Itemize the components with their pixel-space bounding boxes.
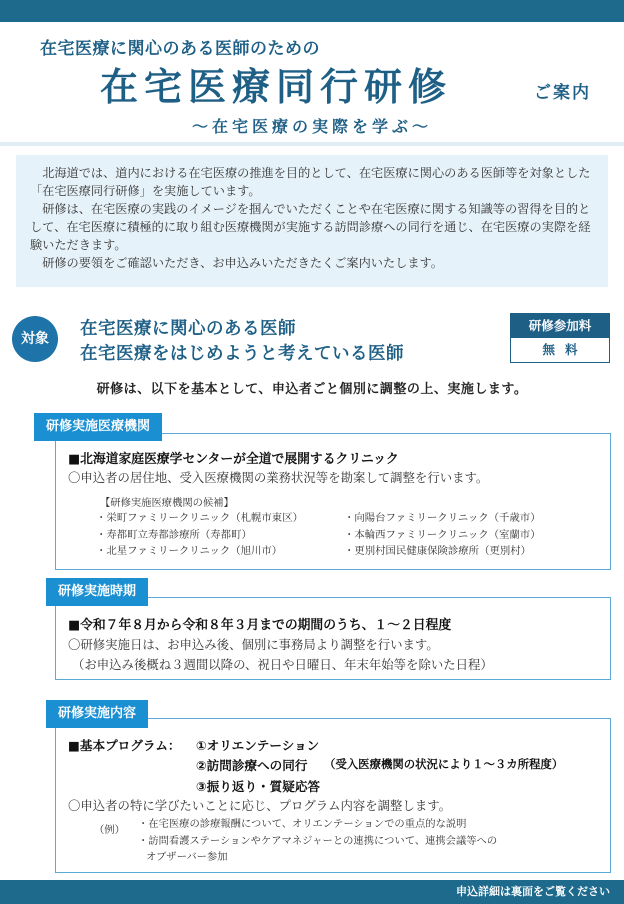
- intro-paragraph-1: 北海道では、道内における在宅医療の推進を目的として、在宅医療に関心のある医師等を対象とした「在宅医療同行研修」を実施しています。: [30, 166, 591, 198]
- candidate-item: ・北星ファミリークリニック（旭川市）: [96, 545, 283, 557]
- intro-box: [16, 155, 608, 287]
- tagline: ～在宅医療の実際を学ぶ～: [191, 117, 432, 136]
- target-badge: 対象: [12, 316, 58, 362]
- example-item-2: ・訪問看護ステーションやケアマネジャーとの連携について、連携会議等への: [138, 835, 498, 847]
- content-section: [55, 718, 611, 873]
- target-line-1: 在宅医療に関心のある医師: [80, 319, 296, 339]
- program-item-3: ③振り返り・質疑応答: [196, 779, 321, 794]
- candidate-item: ・向陽台ファミリークリニック（千歳市）: [344, 512, 541, 524]
- period-section: [55, 597, 611, 680]
- institutions-section: [55, 433, 611, 570]
- institutions-headline: ■北海道家庭医療学センターが全道で展開するクリニック: [68, 452, 399, 467]
- candidates-column-1: [96, 510, 303, 560]
- intro-paragraph-3: 研修の要領をご確認いただき、お申込みいただきたくご案内いたします。: [42, 256, 443, 270]
- program-label: ■基本プログラム：: [68, 738, 181, 753]
- fee-box: [510, 313, 610, 363]
- candidates-column-2: [344, 510, 541, 560]
- content-note: 〇申込者の特に学びたいことに応じ、プログラム内容を調整します。: [68, 798, 451, 813]
- title-divider: [0, 142, 624, 146]
- target-line-2: 在宅医療をはじめようと考えている医師: [80, 344, 404, 364]
- candidate-item: ・更別村国民健康保険診療所（更別村）: [344, 545, 532, 557]
- example-label: （例）: [94, 824, 125, 836]
- header: [0, 30, 624, 148]
- footer-bar: 申込詳細は裏面をご覧ください: [0, 880, 624, 904]
- period-tab: 研修実施時期: [46, 578, 148, 606]
- top-banner-bar: [0, 0, 624, 22]
- program-item-2-note: （受入医療機関の状況により１～３カ所程度）: [324, 757, 564, 771]
- institutions-note: 〇申込者の居住地、受入医療機関の業務状況等を勘案して調整を行います。: [68, 470, 489, 485]
- candidate-item: ・寿都町立寿都診療所（寿都町）: [96, 528, 252, 541]
- basis-statement: 研修は、以下を基本として、申込者ごと個別に調整の上、実施します。: [96, 382, 528, 397]
- header-subtitle: 在宅医療に関心のある医師のための: [40, 39, 320, 59]
- candidate-item: ・本輪西ファミリークリニック（室蘭市）: [344, 528, 541, 541]
- intro-paragraph-2: 研修は、在宅医療の実践のイメージを掴んでいただくことや在宅医療に関する知識等の習得を目的として、在宅医療に積極的に取り組む医療機関が実施する訪問診療への同行を通じ、在宅医療の実際を経験いただきます。: [30, 202, 591, 252]
- page-title: 在宅医療同行研修: [100, 65, 453, 109]
- candidates-heading: 【研修実施医療機関の候補】: [100, 497, 234, 509]
- period-note-1: 〇研修実施日は、お申込み後、個別に事務局より調整を行います。: [68, 637, 439, 652]
- period-headline: ■令和７年８月から令和８年３月までの期間のうち、１～２日程度: [68, 618, 452, 633]
- fee-label: 研修参加料: [511, 314, 609, 338]
- program-item-2: ②訪問診療への同行: [196, 758, 308, 773]
- program-item-1: ①オリエンテーション: [196, 738, 320, 753]
- example-item-2-continued: オブザーバー参加: [146, 851, 228, 863]
- fee-value: 無料: [542, 342, 588, 357]
- content-tab: 研修実施内容: [46, 700, 148, 728]
- example-item-1: ・在宅医療の診療報酬について、オリエンテーションでの重点的な説明: [138, 818, 467, 830]
- candidate-item: ・栄町ファミリークリニック（札幌市東区）: [96, 512, 303, 524]
- period-note-2: （お申込み後概ね３週間以降の、祝日や日曜日、年末年始等を除いた日程）: [72, 657, 493, 672]
- institutions-tab: 研修実施医療機関: [34, 413, 162, 441]
- title-suffix: ご案内: [534, 83, 591, 103]
